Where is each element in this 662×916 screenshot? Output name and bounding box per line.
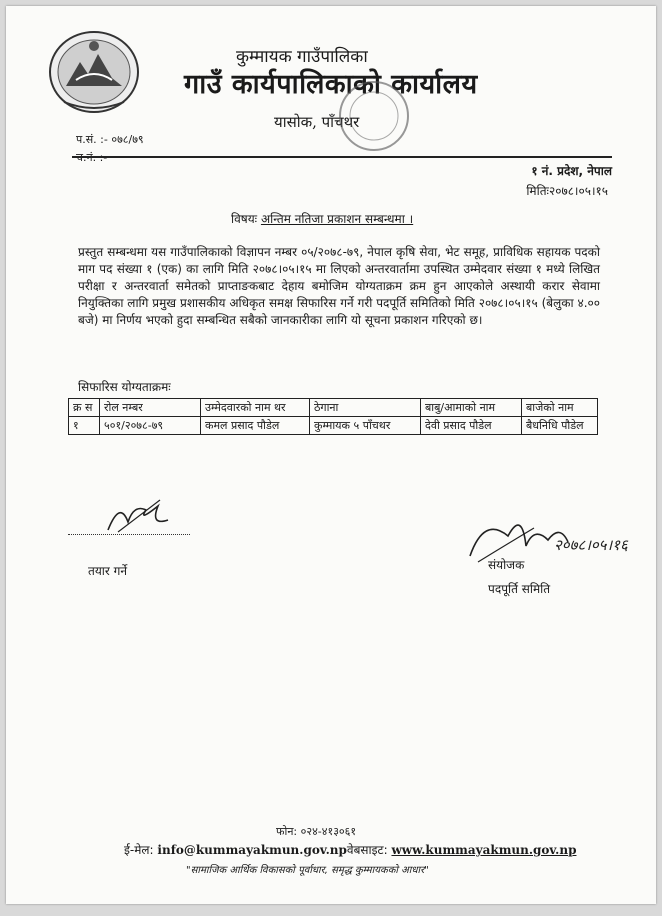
municipality-name: कुम्मायक गाउँपालिका xyxy=(236,47,368,67)
recommendation-table xyxy=(68,398,598,435)
table-row xyxy=(69,417,598,435)
table-header-cell: ठेगाना xyxy=(310,399,421,417)
subject-line xyxy=(231,210,413,227)
table-cell: कुम्मायक ५ पाँचथर xyxy=(310,417,421,435)
footer-slogan: "सामाजिक आर्थिक विकासको पूर्वाधार, समृद्ध कुम्मायकको आधार" xyxy=(186,865,429,876)
email-address: info@kummayakmun.gov.np xyxy=(157,843,347,857)
website-link[interactable]: www.kummayakmun.gov.np xyxy=(391,843,577,857)
office-address: यासोक, पाँचथर xyxy=(274,113,360,131)
table-cell: ५०१/२०७८-७९ xyxy=(100,417,201,435)
prepared-by-label: तयार गर्ने xyxy=(88,564,128,578)
province-label: १ नं. प्रदेश, नेपाल xyxy=(531,164,612,178)
table-header-cell: बाबु/आमाको नाम xyxy=(421,399,522,417)
subject-label: विषयः xyxy=(231,212,258,226)
header-divider xyxy=(72,156,612,158)
table-header-cell: क्र स xyxy=(69,399,100,417)
table-cell: देवी प्रसाद पौडेल xyxy=(421,417,522,435)
office-stamp-icon xyxy=(336,78,412,154)
signature-line xyxy=(68,534,190,535)
footer-phone: फोन: ०२४-४१३०६१ xyxy=(276,825,357,838)
letter-date: मितिः२०७८।०५।१५ xyxy=(526,184,608,198)
table-cell: कमल प्रसाद पौडेल xyxy=(201,417,310,435)
footer-contact xyxy=(124,841,576,858)
notice-body: प्रस्तुत सम्बन्धमा यस गाउँपालिकाको विज्ञापन नम्बर ०५/२०७८-७९, नेपाल कृषि सेवा, भेट समूह, प्राविधिक सहायक पदको माग पद संख्या १ (एक) का लागि मिति २०७८।०५।१५ मा लिएको अन्तरवार्तामा उपस्थित उम्मेदवार संख्या १ मध्ये लिखित परीक्षा र अन्तरवार्ता समेतको प्राप्ताङकबाट देहाय बमोजिम योग्यताक्रम क्रम हुन आएकोले अस्थायी करार सेवामा नियुक्तिका लागि प्रमुख प्रशासकीय अधिकृत समक्ष सिफारिस गर्ने गरी पदपूर्ति समितिको मिति २०७८।०५।१५ (बेलुका ४.०० बजे) मा निर्णय भएको हुदा सम्बन्धित सबैको जानकारीका लागि यो सूचना प्रकाशन गरिएको छ। xyxy=(78,245,600,327)
table-header-row xyxy=(69,399,598,417)
email-label: ई-मेल: xyxy=(124,843,154,857)
letter-page xyxy=(6,6,656,904)
coordinator-label: संयोजक xyxy=(488,558,525,572)
nepal-emblem-icon xyxy=(46,28,142,116)
reference-number: प.सं. :- ०७८/७९ xyxy=(76,133,144,146)
table-header-cell: रोल नम्बर xyxy=(100,399,201,417)
office-title: गाउँ कार्यपालिकाको कार्यालय xyxy=(184,69,478,100)
committee-label: पदपूर्ति समिति xyxy=(488,582,551,596)
table-caption: सिफारिस योग्यताक्रमः xyxy=(78,380,171,394)
table-header-cell: उम्मेदवारको नाम थर xyxy=(201,399,310,417)
subject-value: अन्तिम नतिजा प्रकाशन सम्बन्धमा । xyxy=(260,212,414,226)
table-header-cell: बाजेको नाम xyxy=(522,399,598,417)
table-cell: १ xyxy=(69,417,100,435)
signature-date: २०७८।०५।१६ xyxy=(554,536,628,554)
website-label: वेबसाइट: xyxy=(346,843,388,857)
table-cell: बैधनिधि पौडेल xyxy=(522,417,598,435)
preparer-signature-icon xyxy=(98,492,178,540)
